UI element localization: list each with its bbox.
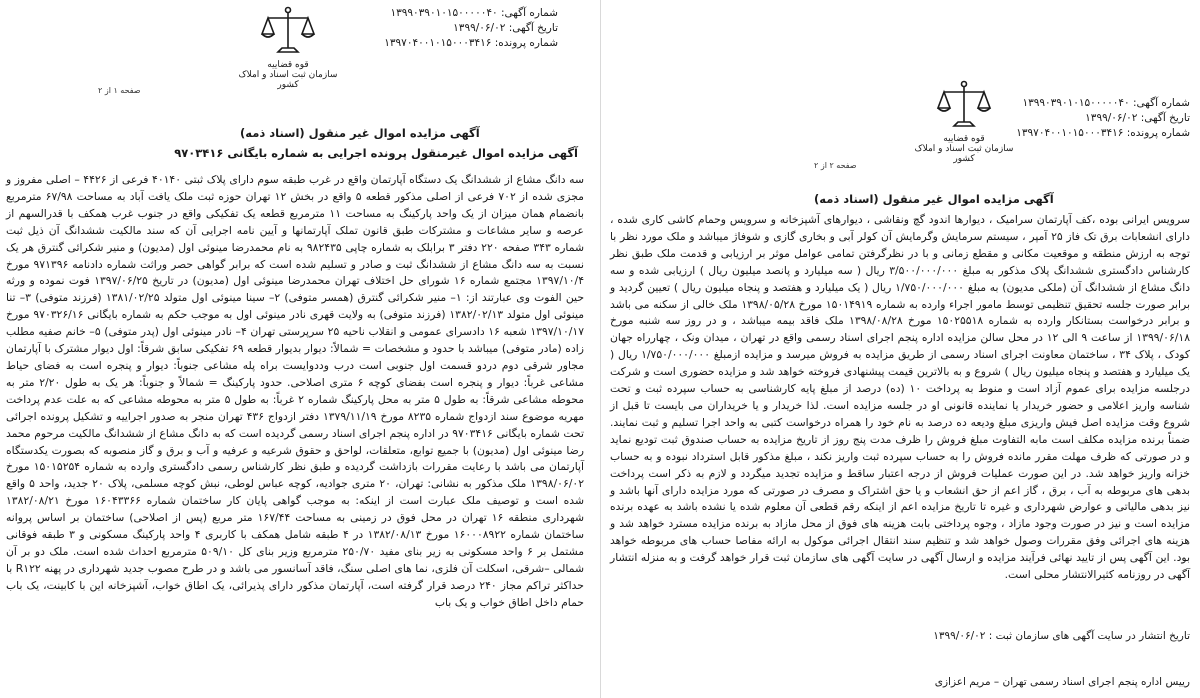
- ad-number: شماره آگهی: ۱۳۹۹۰۳۹۰۱۰۱۵۰۰۰۰۰۴۰: [390, 7, 558, 19]
- signature-line: رییس اداره پنجم اجرای اسناد رسمی تهران – مریم اعزازی: [934, 676, 1190, 688]
- ad-date: تاریخ آگهی: ۱۳۹۹/۰۶/۰۲: [1085, 112, 1190, 124]
- registry-org-name: سازمان ثبت اسناد و املاک کشور: [914, 144, 1014, 164]
- announcement-body: سرویس ایرانی بوده ،کف آپارتمان سرامیک ، دیوارها اندود گچ ونقاشی ، دیوارهای آشپزخانه و سرویس وحمام کاشی کاری شده ، دارای انشعابات برق تک فاز ۲۵ آمپر ، سیستم سرمایش وگرمایش آن کولر آبی و بخاری گازی و شوفاژ میباشد و ملک مورد نظر با توجه به ارزش منطقه و موقعیت مکانی و مقطع زمانی و با در نظرگرفتن تمامی عوامل موثر بر ارزیابی و قدمت ملک طبق نظر کارشناس دادگستری ششدانگ پلاک مذکور به مبلغ ۳/۵۰۰/۰۰۰/۰۰۰ ریال ( سه میلیارد و پانصد میلیون ریال ) ارزیابی شده و سه دانگ مشاع از ششدانگ آن (ملکی مدیون) به مبلغ ۱/۷۵۰/۰۰۰/۰۰۰ ریال ( یک میلیارد و هفتصد و پنجاه میلیون ریال ) تعیین گردید و برابر صورت جلسه تحقیق تنظیمی توسط مامور اجراء وارده به شماره ۱۵۰۱۴۹۱۹ مورخ ۱۳۹۸/۰۵/۲۸ ملک خالی از سکنه می باشد و برابر درخواست بستانکار وارده به شماره ۱۵۰۲۵۵۱۸ مورخ ۱۳۹۸/۰۸/۲۸ ملک فاقد بیمه میباشد ، و در روز سه شنبه مورخ ۱۳۹۹/۰۶/۱۸ از ساعت ۹ الی ۱۲ در محل سالن مزایده اداره پنجم اجرای اسناد رسمی واقع در تهران ، میدان ونک ، چهارراه جهان کودک ، پلاک ۳۴ ، ساختمان معاونت اجرای اسناد رسمی از طریق مزایده به فروش میرسد و مزایده ازمبلغ ۱/۷۵۰/۰۰۰/۰۰۰ ریال ( یک میلیارد و هفتصد و پنجاه میلیون ریال ) شروع و به بالاترین قیمت پیشنهادی فروخته خواهد شد و مزایده حضوری است و شرکت درجلسه مزایده برای عموم آزاد است و منوط به پرداخت ۱۰ (ده) درصد از مبلغ پایه کارشناسی به حساب سپرده ثبت و تحت شناسه واریز اعلامی و حضور خریدار یا نماینده قانونی او در جلسه مزایده است. لذا خریدار و یا خریداران می بایست تا قبل از شروع وقت مزایده اصل فیش واریزی مبلغ ودیعه ده درصد به نام خود را همراه درخواست کتبی به واحد اجرا تسلیم و ثبت نمایند. ضمناً برنده مزایده مکلف است مابه التفاوت مبلغ فروش را ظرف مدت پنج روز از تاریخ مزایده به حساب صندوق ثبت تودیع نماید و در صورتی که ظرف مهلت مقرر مانده فروش را به حساب سپرده ثبت واریز نکند ، مبلغ مذکور قابل استرداد نبوده و به حساب خزانه واریز خواهد شد. در این صورت عملیات فروش از درجه اعتبار ساقط و مزایده تجدید میگردد و لازم به ذکر است پرداخت بدهی های مربوطه به آب ، برق ، گاز اعم از حق انشعاب و یا حق اشتراک و مصرف در صورتی که مورد مزایده دارای آنها باشد و نیز بدهی مالیاتی و عوارض شهرداری و غیره تا تاریخ مزایده اعم از اینکه رقم قطعی آن معلوم شده یا نشده باشد به عهده برنده مزایده است و نیز در صورت وجود مازاد ، وجوه پرداختی بابت هزینه های فوق از محل مازاد به برنده مزایده مسترد خواهد شد و هزینه های اجرائی وفق مقررات وصول خواهد شد و تنظیم سند انتقال اجرائی موکول به ارائه مفاصا حساب های مربوطه خواهد بود. این آگهی پس از تایید نهائی فرآیند مزایده و ارسال آگهی در سایت آگهی های سازمان ثبت قرار خواهد گرفت و به منزله انتشار آگهی در روزنامه کثیرالانتشار محلی است.: [610, 213, 1191, 582]
- ad-number: شماره آگهی: ۱۳۹۹۰۳۹۰۱۰۱۵۰۰۰۰۰۴۰: [1022, 97, 1190, 109]
- announcement-page-1: [0, 0, 598, 698]
- page-divider: [600, 0, 601, 698]
- registry-org-name: سازمان ثبت اسناد و املاک کشور: [238, 70, 338, 90]
- file-number: شماره پرونده: ۱۳۹۷۰۴۰۰۱۰۱۵۰۰۰۳۴۱۶: [1016, 127, 1190, 139]
- page-number: صفحه ۲ از ۲: [814, 161, 857, 170]
- scales-of-justice-icon: [258, 4, 318, 58]
- page-number: صفحه ۱ از ۲: [98, 86, 141, 95]
- ad-metadata: [384, 6, 558, 51]
- judiciary-name: قوه قضاییه: [267, 60, 309, 70]
- announcement-heading: آگهی مزایده اموال غیر منقول (اسناد ذمه): [240, 126, 480, 140]
- publish-date: تاریخ انتشار در سایت آگهی های سازمان ثبت : ۱۳۹۹/۰۶/۰۲: [933, 630, 1190, 642]
- file-number: شماره پرونده: ۱۳۹۷۰۴۰۰۱۰۱۵۰۰۰۳۴۱۶: [384, 37, 558, 49]
- scales-of-justice-icon: [934, 78, 994, 132]
- judiciary-emblem: [904, 78, 1024, 164]
- judiciary-name: قوه قضاییه: [943, 134, 985, 144]
- announcement-heading: آگهی مزایده اموال غیر منقول (اسناد ذمه): [814, 192, 1054, 206]
- announcement-body: سه دانگ مشاع از ششدانگ یک دستگاه آپارتمان واقع در غرب طبقه سوم دارای پلاک ثبتی ۴۰۱۴۰ فرعی از ۴۴۲۶ – اصلی مفروز و مجزی شده از ۷۰۲ فرعی از اصلی مذکور قطعه ۵ واقع در بخش ۱۲ تهران حوزه ثبت ملک یافت آباد به مساحت ۶۷/۹۸ مترمربع بانضمام همان میزان از یک واحد پارکینگ به مساحت ۱۱ مترمربع قطعه یک تفکیکی واقع در جنوب غرب همکف با قدرالسهم از عرصه و سایر مشاعات و مشترکات طبق قانون تملک آپارتمانها و آیین نامه اجرایی آن که سند مالکیت ششدانگ آن ذیل ثبت شماره ۳۴۳ صفحه ۲۲۰ دفتر ۳ برابلک به شماره چاپی ۹۸۲۴۳۵ به نام محمدرضا مینوئی اول (مدیون) و منیر شکرائی گنترق هر یک نسبت به سه دانگ مشاع از ششدانگ ثبت و صادر و تسلیم شده است که برابر گواهی حصر وراثت شماره دادنامه ۹۷۱۳۹۶ مورخ ۱۳۹۷/۱۰/۴ مجتمع شماره ۱۶ شورای حل اختلاف تهران محمدرضا مینوئی اول (مدیون) در تاریخ ۱۳۹۷/۰۶/۲۵ فوت نموده و ورثه حین الفوت وی عبارتند از: ۱– منیر شکرائی گنترق (همسر متوفی) ۲– سینا مینوئی اول متولد ۱۳۸۱/۰۲/۲۵ (فرزند متوفی) ۳– تنا مینوئی اول متولد ۱۳۸۲/۰۲/۱۳ (فرزند متوفی) به ولایت قهری نادر مینوئی اول به موجب حکم به شماره بایگانی ۹۷۰۳۲۶/۱۶ مورخ ۱۳۹۷/۱۰/۱۷ شعبه ۱۶ دادسرای عمومی و انقلاب ناحیه ۲۵ سرپرستی تهران ۴– نادر مینوئی اول (پدر متوفی) ۵– خانم صفیه مطلب زاده (مادر متوفی) میباشد با حدود و مشخصات = شمالاً: دیوار بدیوار قطعه ۶۹ تفکیکی سابق شرقاً: اول دیوار مشترک با آپارتمان مجاور شرقی دوم دردو قسمت اول جنوبی است درب وددوایست براه پله مشاعی جنوباً: دیوار و پنجره است به فضای حیاط مشاعی غرباً: دیوار و پنجره است بفضای کوچه ۶ متری اصلاحی. حدود پارکینگ = شمالاً و جنوباً: هر یک به طول ۲/۲۰ متر به محوطه مشاعی شرقاً: به طول ۵ متر به محل پارکینگ شماره ۲ غرباً: به طول ۵ متر به محوطه مشاعی که به علت عدم پرداخت مهریه موضوع سند ازدواج شماره ۸۲۳۵ مورخ ۱۳۷۹/۱۱/۱۹ دفتر ازدواج ۴۳۶ تهران منجر به صدور اجراییه و تشکیل پرونده اجرائی تحت شماره بایگانی ۹۷۰۳۴۱۶ در اداره پنجم اجرای اسناد رسمی گردیده است که به دانگ مشاع از ششدانگ مالکیت مرحوم محمد رضا مینوئی اول (مدیون) با جمیع توابع، متعلقات، لواحق و حقوق شرعیه و عرفیه و آب و برق و گاز منصوبه که بصورت یکدستگاه آپارتمان می باشد با رعایت مقررات بازداشت گردیده و طبق نظر کارشناس رسمی دادگستری وارده به شماره ۱۵۰۱۵۲۵۴ مورخ ۱۳۹۸/۰۶/۰۲ ملک مذکور به نشانی: تهران، ۲۰ متری جوادیه، کوچه عباس لوطی، نبش کوچه مسلمی، پلاک ۲۰ جدید، واحد ۵ واقع شده است و توصیف ملک عبارت است از اینکه: به موجب گواهی پایان کار ساختمان شماره ۱۶۰۴۳۳۶۶ مورخ ۱۳۸۲/۰۸/۲۱ شهرداری منطقه ۱۶ تهران در محل فوق در زمینی به مساحت ۱۶۷/۴۴ متر مربع (پس از اصلاحی) ساختمان بر اساس پروانه ساختمان شماره ۱۶۰۰۰۸۹۲۲ مورخ ۱۳۸۲/۰۸/۱۳ در ۴ طبقه شامل همکف با کاربری ۴ واحد پارکینگ مسکونی و ۳ طبقه فوقانی مشتمل بر ۶ واحد مسکونی به زیر بنای مفید ۲۵۰/۷۰ مترمربع وزیر بنای کل ۵۰۹/۱۰ مترمربع احداث شده است. ملک دو بر آن شمالی –شرقی، اسکلت آن فلزی، نما های اصلی سنگ، فاقد آسانسور می باشد و در طرح مصوب جدید شهرداری در پهنه R۱۲۲ با حداکثر تراکم مجاز ۲۴۰ درصد قرار گرفته است، آپارتمان مذکور دارای پذیرائی، یک اطاق خواب، آشپزخانه این با کابینت، یک باب حمام داخل اطاق خواب و یک باب: [6, 173, 585, 609]
- ad-metadata: [1016, 96, 1190, 141]
- ad-date: تاریخ آگهی: ۱۳۹۹/۰۶/۰۲: [453, 22, 558, 34]
- announcement-subheading: آگهی مزایده اموال غیرمنقول پرونده اجرایی به شماره بایگانی ۹۷۰۳۴۱۶: [174, 146, 578, 160]
- judiciary-emblem: [228, 4, 348, 90]
- announcement-page-2: [604, 0, 1200, 698]
